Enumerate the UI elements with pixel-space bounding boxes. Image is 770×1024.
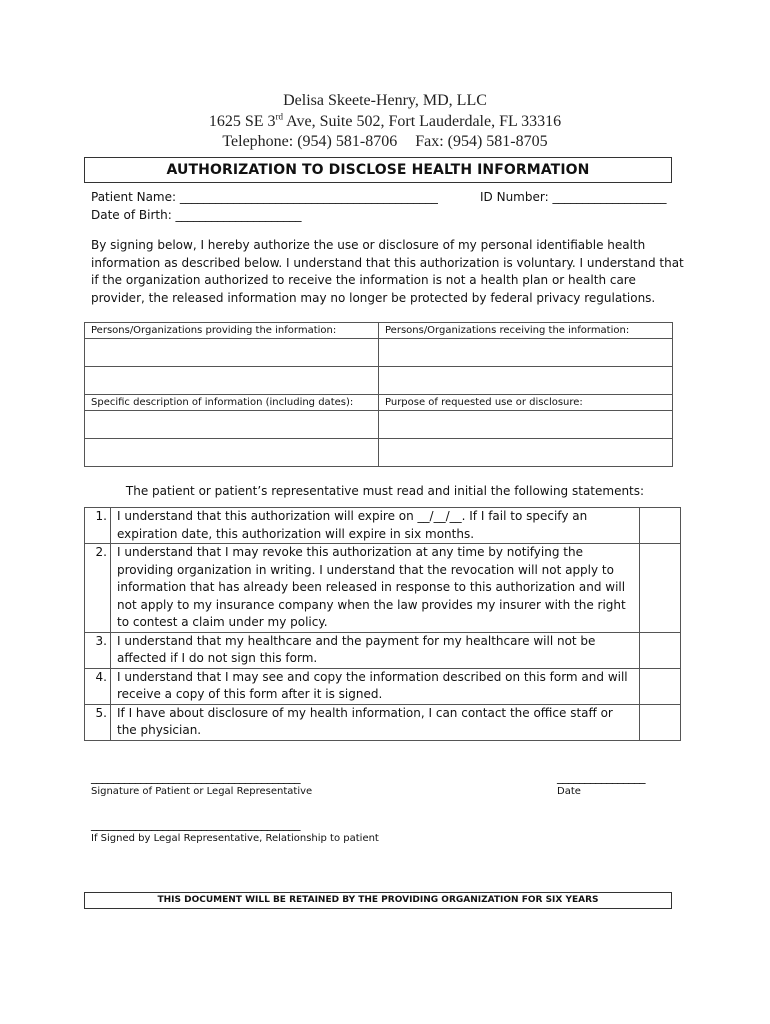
retention-notice: THIS DOCUMENT WILL BE RETAINED BY THE PROVIDING ORGANIZATION FOR SIX YEARS [84, 892, 672, 909]
initial-box-4[interactable] [640, 668, 681, 704]
form-title: AUTHORIZATION TO DISCLOSE HEALTH INFORMATION [84, 157, 672, 183]
description-field-2[interactable] [85, 439, 379, 467]
statement-row [85, 508, 681, 544]
address-ordinal: rd [275, 111, 283, 122]
statements-table [84, 507, 681, 741]
telephone: Telephone: (954) 581-8706 [222, 133, 398, 150]
statement-row [85, 632, 681, 668]
signature-line[interactable]: ______________________________________ [91, 770, 300, 784]
description-header: Specific description of information (including dates): [85, 395, 379, 411]
id-number-field[interactable]: ID Number: ___________________ [480, 190, 667, 204]
statement-number: 5. [85, 704, 111, 740]
receiving-field-1[interactable] [379, 339, 673, 367]
signature-label: Signature of Patient or Legal Representative [91, 786, 313, 797]
statement-text: I understand that I may revoke this authorization at any time by notifying the providing organization in writing. I understand that the revocation will not apply to information that has already been released in response to this authorization and will not apply to my insurance company when the law provides my insurer with the right to contest a claim under my policy. [111, 544, 640, 633]
initial-box-3[interactable] [640, 632, 681, 668]
practice-contact [0, 133, 770, 151]
patient-name-field[interactable]: Patient Name: ___________________________________________ [91, 190, 438, 204]
statement-number: 2. [85, 544, 111, 633]
practice-name: Delisa Skeete-Henry, MD, LLC [283, 92, 487, 109]
date-label: Date [557, 786, 581, 797]
statement-text: I understand that I may see and copy the information described on this form and will receive a copy of this form after it is signed. [111, 668, 640, 704]
address-rest: Ave, Suite 502, Fort Lauderdale, FL 33316 [282, 113, 562, 130]
description-field-1[interactable] [85, 411, 379, 439]
statement-row [85, 704, 681, 740]
providing-field-1[interactable] [85, 339, 379, 367]
statement-row [85, 668, 681, 704]
statement-number: 4. [85, 668, 111, 704]
initial-box-2[interactable] [640, 544, 681, 633]
statement-row [85, 544, 681, 633]
providing-header: Persons/Organizations providing the information: [85, 323, 379, 339]
providing-field-2[interactable] [85, 367, 379, 395]
initial-box-1[interactable] [640, 508, 681, 544]
purpose-field-1[interactable] [379, 411, 673, 439]
statement-text: I understand that my healthcare and the payment for my healthcare will not be affected if I do not sign this form. [111, 632, 640, 668]
initial-box-5[interactable] [640, 704, 681, 740]
statement-number: 1. [85, 508, 111, 544]
statement-text: If I have about disclosure of my health information, I can contact the office staff or the physician. [111, 704, 640, 740]
address-street: 1625 SE 3 [208, 113, 276, 130]
purpose-field-2[interactable] [379, 439, 673, 467]
relationship-line[interactable]: ______________________________________ [91, 817, 300, 831]
information-table [84, 322, 673, 467]
authorization-paragraph: By signing below, I hereby authorize the use or disclosure of my personal identifiable health information as described below. I understand that this authorization is voluntary. I understand that if the organization authorized to receive the information is not a health plan or health care provider, the released information may no longer be protected by federal privacy regulations. [91, 238, 684, 305]
date-of-birth-field[interactable]: Date of Birth: _____________________ [91, 208, 302, 222]
practice-address [0, 113, 770, 131]
statement-text: I understand that this authorization will expire on __/__/__. If I fail to specify an expiration date, this authorization will expire in six months. [111, 508, 640, 544]
receiving-header: Persons/Organizations receiving the information: [379, 323, 673, 339]
date-line[interactable]: ________________ [557, 770, 645, 784]
statements-intro: The patient or patient’s representative must read and initial the following statements: [125, 484, 645, 498]
statement-number: 3. [85, 632, 111, 668]
relationship-label: If Signed by Legal Representative, Relationship to patient [91, 833, 379, 844]
purpose-header: Purpose of requested use or disclosure: [379, 395, 673, 411]
fax: Fax: (954) 581-8705 [415, 133, 548, 150]
receiving-field-2[interactable] [379, 367, 673, 395]
